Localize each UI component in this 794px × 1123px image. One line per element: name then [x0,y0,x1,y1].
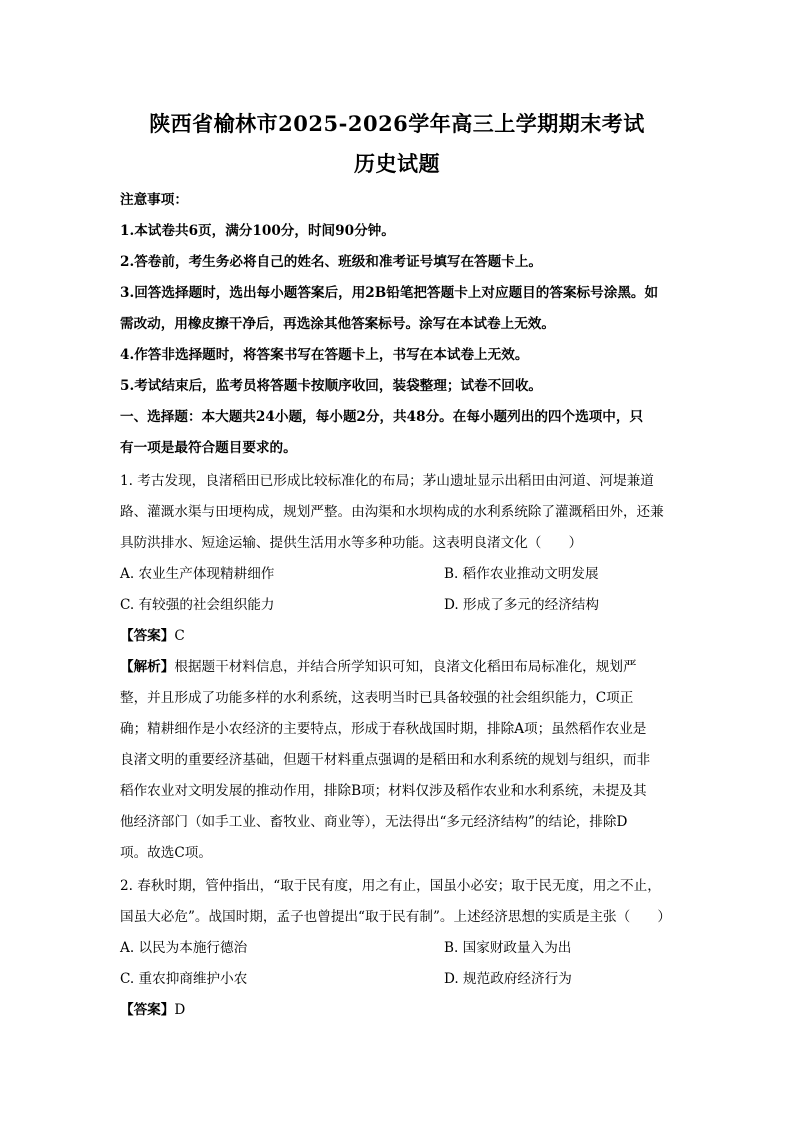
analysis-text: 稻作农业对文明发展的推动作用，排除B项；材料仅涉及稻作农业和水利系统，未提及其 [120,783,647,799]
question-1-stem: 具防洪排水、短途运输、提供生活用水等多种功能。这表明良渚文化（ ） [120,535,583,551]
notice-item: 2.答卷前，考生务必将自己的姓名、班级和准考证号填写在答题卡上。 [120,254,543,270]
section-heading-cont: 有一项是最符合题目要求的。 [120,440,297,456]
notice-item: 1.本试卷共6页，满分100分，时间90分钟。 [120,223,395,239]
analysis-text: 良渚文明的重要经济基础，但题干材料重点强调的是稻田和水利系统的规划与组织，而非 [120,752,651,768]
question-2-option-d: D. 规范政府经济行为 [444,971,572,987]
exam-subtitle: 历史试题 [354,151,440,176]
question-1-option-a: A. 农业生产体现精耕细作 [120,566,275,582]
question-2-answer [120,998,185,1018]
question-1-option-d: D. 形成了多元的经济结构 [444,597,599,613]
answer-label: 【答案】 [120,628,175,644]
question-2-stem: 国虽大必危”。战国时期，孟子也曾提出“取于民有制”。上述经济思想的实质是主张（ ） [120,909,672,925]
analysis-label: 【解析】 [120,659,175,675]
section-heading: 一、选择题：本大题共24小题，每小题2分，共48分。在每小题列出的四个选项中，只 [120,409,644,425]
notice-item: 4.作答非选择题时，将答案书写在答题卡上，书写在本试卷上无效。 [120,347,529,363]
notice-item: 5.考试结束后，监考员将答题卡按顺序收回，装袋整理；试卷不回收。 [120,378,543,394]
analysis-text: 项。故选C项。 [120,845,212,861]
exam-title: 陕西省榆林市2025-2026学年高三上学期期末考试 [149,111,645,136]
question-1-option-b: B. 稻作农业推动文明发展 [444,566,599,582]
notice-item: 3.回答选择题时，选出每小题答案后，用2B铅笔把答题卡上对应题目的答案标号涂黑。如 [120,285,659,301]
notice-heading: 注意事项： [120,192,188,208]
question-1-analysis [120,655,637,675]
answer-label: 【答案】 [120,1002,175,1018]
question-1-option-c: C. 有较强的社会组织能力 [120,597,275,613]
question-2-option-a: A. 以民为本施行德治 [120,940,248,956]
answer-value: C [174,628,185,644]
analysis-text: 根据题干材料信息，并结合所学知识可知，良渚文化稻田布局标准化，规划严 [174,659,637,675]
question-2-stem: 2. 春秋时期，管仲指出，“取于民有度，用之有止，国虽小必安；取于民无度，用之不止， [120,878,661,894]
analysis-text: 他经济部门（如手工业、畜牧业、商业等），无法得出“多元经济结构”的结论，排除D [120,814,628,830]
analysis-text: 整，并且形成了功能多样的水利系统，这表明当时已具备较强的社会组织能力，C项正 [120,690,634,706]
answer-value: D [174,1002,186,1018]
question-2-option-c: C. 重农抑商维护小农 [120,971,248,987]
question-2-option-b: B. 国家财政量入为出 [444,940,572,956]
question-1-answer [120,624,185,644]
analysis-text: 确；精耕细作是小农经济的主要特点，形成于春秋战国时期，排除A项；虽然稻作农业是 [120,721,647,737]
notice-item: 需改动，用橡皮擦干净后，再选涂其他答案标号。涂写在本试卷上无效。 [120,316,555,332]
question-1-stem: 1. 考古发现，良渚稻田已形成比较标准化的布局；茅山遗址显示出稻田由河道、河堤兼道 [120,473,654,489]
question-1-stem: 路、灌溉水渠与田埂构成，规划严整。由沟渠和水坝构成的水利系统除了灌溉稻田外，还兼 [120,504,664,520]
